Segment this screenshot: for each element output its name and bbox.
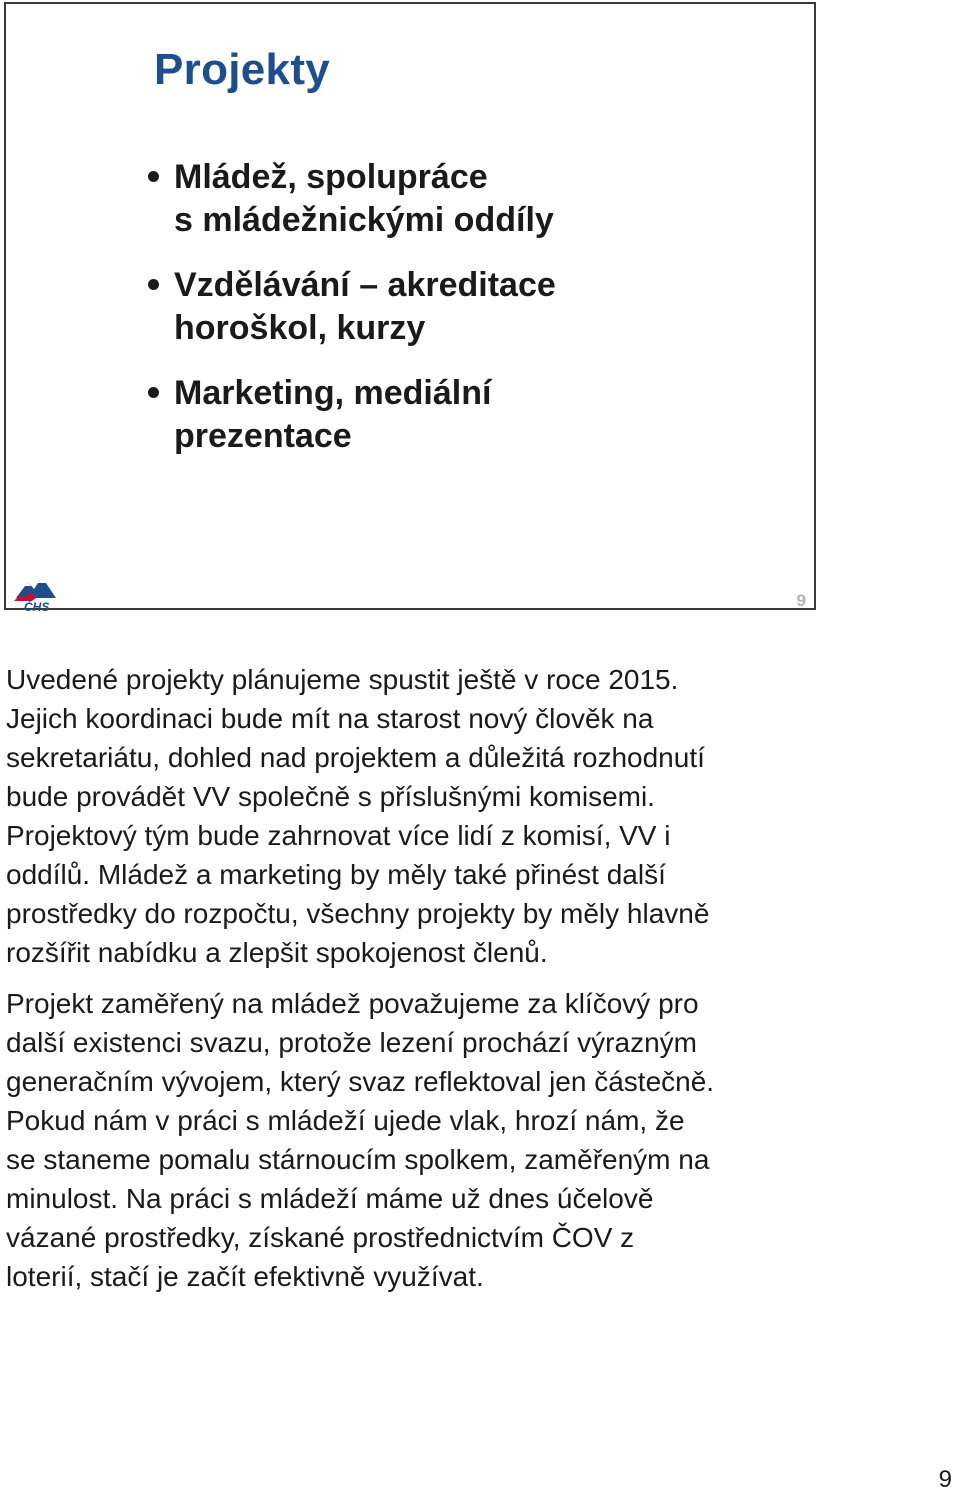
logo-text: ČHS — [24, 600, 50, 612]
notes-line: bude provádět VV společně s příslušnými komisemi. — [6, 781, 655, 812]
bullet-line: Marketing, mediální — [174, 374, 492, 412]
slide-bullet-list — [146, 156, 796, 480]
slide-bullet — [146, 372, 796, 458]
notes-line: Pokud nám v práci s mládeží ujede vlak, hrozí nám, že — [6, 1105, 685, 1136]
speaker-notes — [6, 660, 836, 1308]
bullet-line: horoškol, kurzy — [174, 309, 426, 347]
notes-line: další existenci svazu, protože lezení prochází výrazným — [6, 1027, 697, 1058]
mountain-logo-icon — [12, 574, 58, 612]
notes-line: loterií, stačí je začít efektivně využívat. — [6, 1261, 484, 1292]
bullet-line: Vzdělávání – akreditace — [174, 266, 556, 304]
notes-line: prostředky do rozpočtu, všechny projekty by měly hlavně — [6, 898, 710, 929]
slide-bullet — [146, 264, 796, 350]
notes-line: Uvedené projekty plánujeme spustit ještě v roce 2015. — [6, 664, 679, 695]
notes-paragraph — [6, 984, 836, 1296]
bullet-line: s mládežnickými oddíly — [174, 201, 554, 239]
notes-line: Projektový tým bude zahrnovat více lidí z komisí, VV i — [6, 820, 671, 851]
page-number: 9 — [938, 1466, 952, 1493]
bullet-line: prezentace — [174, 417, 352, 455]
bullet-dot-icon — [148, 279, 159, 290]
notes-line: vázané prostředky, získané prostřednictvím ČOV z — [6, 1222, 635, 1253]
bullet-dot-icon — [148, 171, 159, 182]
notes-line: sekretariátu, dohled nad projektem a důležitá rozhodnutí — [6, 742, 705, 773]
notes-line: minulost. Na práci s mládeží máme už dnes účelově — [6, 1183, 654, 1214]
bullet-line: Mládež, spolupráce — [174, 158, 488, 196]
notes-line: generačním vývojem, který svaz reflektoval jen částečně. — [6, 1066, 715, 1097]
notes-line: Projekt zaměřený na mládež považujeme za klíčový pro — [6, 988, 699, 1019]
notes-line: se staneme pomalu stárnoucím spolkem, zaměřeným na — [6, 1144, 710, 1175]
slide-bullet — [146, 156, 796, 242]
notes-line: oddílů. Mládež a marketing by měly také přinést další — [6, 859, 666, 890]
slide-title: Projekty — [154, 45, 331, 94]
notes-line: Jejich koordinaci bude mít na starost nový člověk na — [6, 703, 654, 734]
notes-line: rozšířit nabídku a zlepšit spokojenost členů. — [6, 937, 548, 968]
slide-number: 9 — [796, 591, 806, 610]
bullet-dot-icon — [148, 387, 159, 398]
slide-frame — [4, 2, 816, 610]
notes-paragraph — [6, 660, 836, 972]
